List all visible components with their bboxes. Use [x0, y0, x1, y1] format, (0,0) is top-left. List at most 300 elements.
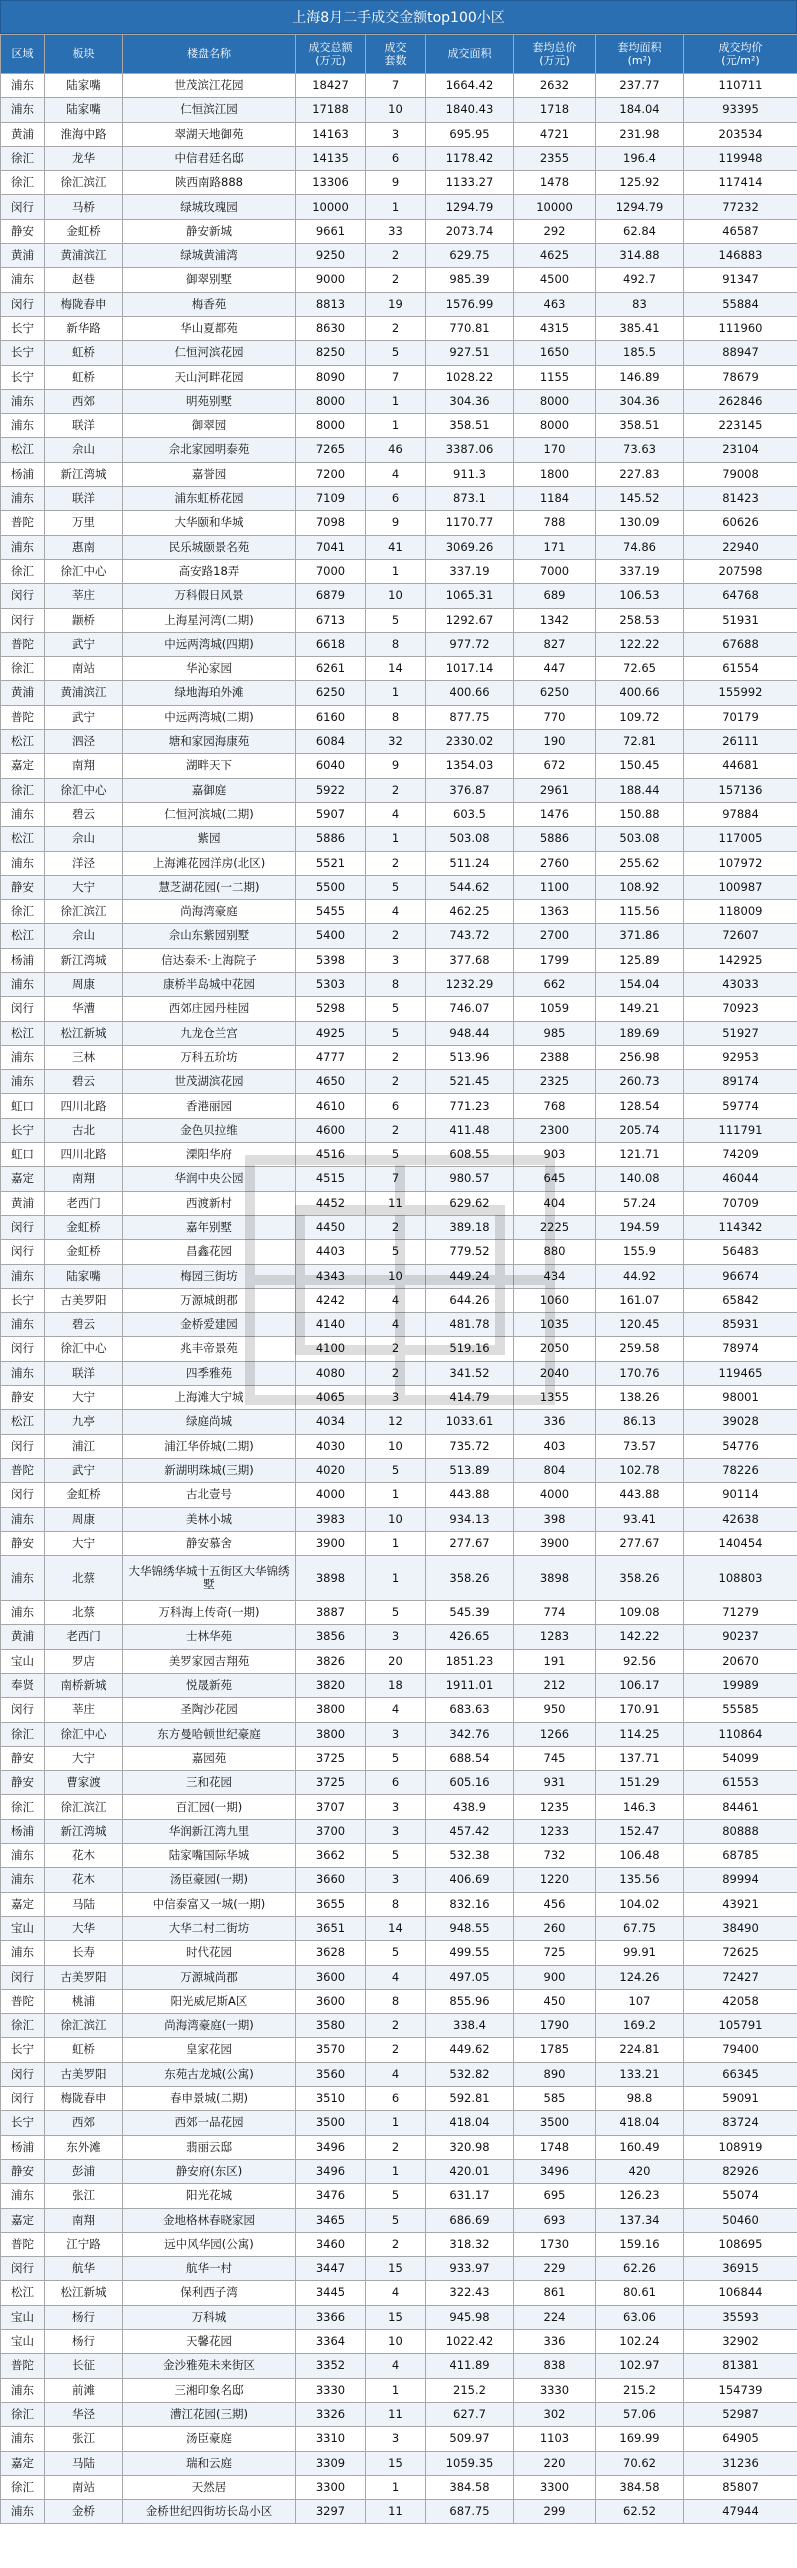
cell-avg-unit-price: 52987	[684, 2402, 797, 2426]
cell-units: 2	[366, 268, 426, 292]
cell-total-amount: 3297	[296, 2500, 366, 2524]
cell-units: 2	[366, 1045, 426, 1069]
cell-project-name: 金地格林春晓家园	[123, 2208, 296, 2232]
cell-total-amount: 5455	[296, 900, 366, 924]
cell-avg-area: 98.8	[596, 2087, 684, 2111]
cell-area: 687.75	[426, 2500, 514, 2524]
cell-avg-unit-price: 110711	[684, 74, 797, 98]
cell-total-amount: 10000	[296, 195, 366, 219]
cell-units: 2	[366, 244, 426, 268]
table-row	[1, 827, 797, 851]
cell-district: 闵行	[1, 1698, 45, 1722]
cell-avg-total-price: 804	[514, 1458, 596, 1482]
cell-avg-area: 160.49	[596, 2135, 684, 2159]
table-row	[1, 438, 797, 462]
cell-block: 大宁	[45, 1386, 123, 1410]
cell-block: 古美罗阳	[45, 1288, 123, 1312]
cell-units: 5	[366, 2184, 426, 2208]
table-row	[1, 875, 797, 899]
cell-project-name: 康桥半岛城中花园	[123, 972, 296, 996]
cell-units: 5	[366, 2208, 426, 2232]
table-row	[1, 2378, 797, 2402]
cell-block: 金虹桥	[45, 219, 123, 243]
cell-avg-total-price: 403	[514, 1434, 596, 1458]
cell-block: 金虹桥	[45, 1240, 123, 1264]
cell-avg-total-price: 2225	[514, 1215, 596, 1239]
cell-district: 浦东	[1, 1045, 45, 1069]
cell-block: 万里	[45, 511, 123, 535]
cell-block: 大宁	[45, 1531, 123, 1555]
cell-total-amount: 3300	[296, 2475, 366, 2499]
cell-avg-area: 73.63	[596, 438, 684, 462]
table-row	[1, 1118, 797, 1142]
cell-district: 宝山	[1, 1649, 45, 1673]
cell-district: 徐汇	[1, 2402, 45, 2426]
cell-total-amount: 3826	[296, 1649, 366, 1673]
cell-avg-total-price: 171	[514, 535, 596, 559]
cell-district: 徐汇	[1, 657, 45, 681]
cell-avg-total-price: 3500	[514, 2111, 596, 2135]
cell-total-amount: 18427	[296, 74, 366, 98]
cell-units: 4	[366, 1698, 426, 1722]
cell-units: 8	[366, 972, 426, 996]
cell-total-amount: 7200	[296, 462, 366, 486]
cell-avg-total-price: 3898	[514, 1556, 596, 1601]
cell-district: 浦东	[1, 98, 45, 122]
cell-total-amount: 6713	[296, 608, 366, 632]
table-row	[1, 1771, 797, 1795]
cell-avg-total-price: 1478	[514, 171, 596, 195]
cell-area: 948.55	[426, 1916, 514, 1940]
cell-total-amount: 3820	[296, 1674, 366, 1698]
cell-project-name: 华润新江湾九里	[123, 1819, 296, 1843]
cell-units: 4	[366, 900, 426, 924]
cell-total-amount: 4610	[296, 1094, 366, 1118]
cell-area: 481.78	[426, 1313, 514, 1337]
cell-project-name: 绿城黄浦湾	[123, 244, 296, 268]
cell-avg-unit-price: 80888	[684, 1819, 797, 1843]
cell-avg-unit-price: 90237	[684, 1625, 797, 1649]
cell-avg-area: 1294.79	[596, 195, 684, 219]
cell-block: 杨行	[45, 2330, 123, 2354]
table-row	[1, 1844, 797, 1868]
cell-block: 新江湾城	[45, 462, 123, 486]
cell-total-amount: 3445	[296, 2281, 366, 2305]
cell-project-name: 御翠别墅	[123, 268, 296, 292]
cell-avg-area: 57.24	[596, 1191, 684, 1215]
cell-project-name: 中远两湾城(四期)	[123, 632, 296, 656]
cell-area: 544.62	[426, 875, 514, 899]
cell-avg-unit-price: 51927	[684, 1021, 797, 1045]
cell-project-name: 上海星河湾(二期)	[123, 608, 296, 632]
cell-project-name: 上海滩花园洋房(北区)	[123, 851, 296, 875]
cell-block: 金虹桥	[45, 1483, 123, 1507]
cell-avg-area: 385.41	[596, 316, 684, 340]
cell-avg-area: 337.19	[596, 559, 684, 583]
cell-district: 静安	[1, 1386, 45, 1410]
cell-avg-unit-price: 70179	[684, 705, 797, 729]
cell-project-name: 金沙雅苑未来街区	[123, 2354, 296, 2378]
cell-project-name: 世茂湖滨花园	[123, 1070, 296, 1094]
cell-block: 佘山	[45, 438, 123, 462]
cell-district: 虹口	[1, 1094, 45, 1118]
cell-avg-unit-price: 78679	[684, 365, 797, 389]
cell-district: 静安	[1, 2159, 45, 2183]
cell-project-name: 美林小城	[123, 1507, 296, 1531]
cell-total-amount: 3510	[296, 2087, 366, 2111]
cell-total-amount: 9250	[296, 244, 366, 268]
cell-area: 1576.99	[426, 292, 514, 316]
cell-block: 佘山	[45, 827, 123, 851]
cell-area: 215.2	[426, 2378, 514, 2402]
cell-avg-area: 145.52	[596, 487, 684, 511]
cell-block: 南站	[45, 657, 123, 681]
cell-avg-area: 150.88	[596, 802, 684, 826]
cell-avg-area: 258.53	[596, 608, 684, 632]
cell-project-name: 瑞和云庭	[123, 2451, 296, 2475]
cell-avg-area: 99.91	[596, 1941, 684, 1965]
cell-area: 414.79	[426, 1386, 514, 1410]
cell-total-amount: 4100	[296, 1337, 366, 1361]
table-row	[1, 997, 797, 1021]
cell-area: 927.51	[426, 341, 514, 365]
cell-avg-area: 159.16	[596, 2232, 684, 2256]
cell-project-name: 绿城玫瑰园	[123, 195, 296, 219]
cell-units: 5	[366, 1240, 426, 1264]
cell-area: 631.17	[426, 2184, 514, 2208]
cell-project-name: 士林华苑	[123, 1625, 296, 1649]
cell-units: 10	[366, 1264, 426, 1288]
cell-avg-unit-price: 89174	[684, 1070, 797, 1094]
cell-avg-area: 107	[596, 1989, 684, 2013]
cell-units: 4	[366, 1965, 426, 1989]
cell-avg-area: 67.75	[596, 1916, 684, 1940]
cell-area: 438.9	[426, 1795, 514, 1819]
cell-district: 闵行	[1, 997, 45, 1021]
cell-area: 513.96	[426, 1045, 514, 1069]
cell-units: 6	[366, 487, 426, 511]
cell-avg-area: 63.06	[596, 2305, 684, 2329]
cell-district: 静安	[1, 1746, 45, 1770]
table-row	[1, 1021, 797, 1045]
cell-block: 张江	[45, 2427, 123, 2451]
cell-project-name: 大华颐和华城	[123, 511, 296, 535]
cell-avg-total-price: 2760	[514, 851, 596, 875]
cell-avg-total-price: 861	[514, 2281, 596, 2305]
cell-total-amount: 3309	[296, 2451, 366, 2475]
cell-project-name: 天山河畔花园	[123, 365, 296, 389]
cell-area: 877.75	[426, 705, 514, 729]
cell-district: 长宁	[1, 1288, 45, 1312]
cell-block: 北蔡	[45, 1601, 123, 1625]
cell-total-amount: 5886	[296, 827, 366, 851]
cell-district: 普陀	[1, 1989, 45, 2013]
table-row	[1, 1795, 797, 1819]
cell-block: 四川北路	[45, 1143, 123, 1167]
cell-avg-total-price: 1800	[514, 462, 596, 486]
cell-block: 四川北路	[45, 1094, 123, 1118]
cell-avg-area: 122.22	[596, 632, 684, 656]
cell-units: 6	[366, 1094, 426, 1118]
cell-units: 3	[366, 1819, 426, 1843]
table-row	[1, 389, 797, 413]
cell-project-name: 金色贝拉维	[123, 1118, 296, 1142]
cell-avg-total-price: 302	[514, 2402, 596, 2426]
cell-avg-total-price: 1650	[514, 341, 596, 365]
cell-avg-total-price: 774	[514, 1601, 596, 1625]
cell-block: 华泾	[45, 2402, 123, 2426]
cell-avg-total-price: 725	[514, 1941, 596, 1965]
table-row	[1, 1722, 797, 1746]
cell-avg-area: 150.45	[596, 754, 684, 778]
cell-project-name: 大华二村二街坊	[123, 1916, 296, 1940]
cell-district: 浦东	[1, 1070, 45, 1094]
cell-project-name: 保利西子湾	[123, 2281, 296, 2305]
cell-district: 闵行	[1, 2257, 45, 2281]
cell-avg-unit-price: 71279	[684, 1601, 797, 1625]
cell-units: 15	[366, 2305, 426, 2329]
cell-project-name: 慧芝湖花园(一二期)	[123, 875, 296, 899]
cell-district: 浦东	[1, 2184, 45, 2208]
cell-project-name: 佘山东紫园别墅	[123, 924, 296, 948]
cell-block: 古北	[45, 1118, 123, 1142]
cell-units: 11	[366, 1191, 426, 1215]
cell-district: 浦东	[1, 268, 45, 292]
cell-district: 宝山	[1, 2305, 45, 2329]
cell-avg-unit-price: 55585	[684, 1698, 797, 1722]
cell-area: 304.36	[426, 389, 514, 413]
cell-units: 9	[366, 171, 426, 195]
cell-units: 1	[366, 2111, 426, 2135]
cell-units: 2	[366, 851, 426, 875]
table-row	[1, 972, 797, 996]
cell-area: 855.96	[426, 1989, 514, 2013]
cell-area: 420.01	[426, 2159, 514, 2183]
cell-project-name: 华山夏都苑	[123, 316, 296, 340]
cell-project-name: 悦晟新苑	[123, 1674, 296, 1698]
table-body	[1, 74, 797, 2524]
cell-units: 32	[366, 730, 426, 754]
cell-avg-area: 237.77	[596, 74, 684, 98]
cell-avg-area: 114.25	[596, 1722, 684, 1746]
cell-avg-total-price: 212	[514, 1674, 596, 1698]
cell-avg-area: 420	[596, 2159, 684, 2183]
cell-avg-area: 128.54	[596, 1094, 684, 1118]
cell-avg-unit-price: 119948	[684, 146, 797, 170]
cell-district: 杨浦	[1, 1819, 45, 1843]
cell-project-name: 天然居	[123, 2475, 296, 2499]
cell-avg-unit-price: 84461	[684, 1795, 797, 1819]
cell-avg-total-price: 672	[514, 754, 596, 778]
cell-area: 497.05	[426, 1965, 514, 1989]
cell-district: 浦东	[1, 1868, 45, 1892]
cell-avg-unit-price: 111960	[684, 316, 797, 340]
cell-avg-total-price: 450	[514, 1989, 596, 2013]
cell-avg-total-price: 1266	[514, 1722, 596, 1746]
cell-project-name: 中信君廷名邸	[123, 146, 296, 170]
cell-avg-unit-price: 39028	[684, 1410, 797, 1434]
cell-total-amount: 6160	[296, 705, 366, 729]
cell-avg-area: 314.88	[596, 244, 684, 268]
cell-avg-area: 384.58	[596, 2475, 684, 2499]
cell-avg-area: 126.23	[596, 2184, 684, 2208]
cell-total-amount: 3655	[296, 1892, 366, 1916]
cell-avg-total-price: 1060	[514, 1288, 596, 1312]
cell-block: 罗店	[45, 1649, 123, 1673]
cell-block: 梅陇春申	[45, 2087, 123, 2111]
cell-district: 松江	[1, 730, 45, 754]
table-row	[1, 1143, 797, 1167]
cell-avg-area: 133.21	[596, 2062, 684, 2086]
cell-avg-area: 503.08	[596, 827, 684, 851]
cell-total-amount: 8630	[296, 316, 366, 340]
cell-avg-unit-price: 42058	[684, 1989, 797, 2013]
cell-total-amount: 6084	[296, 730, 366, 754]
cell-avg-total-price: 220	[514, 2451, 596, 2475]
cell-avg-total-price: 224	[514, 2305, 596, 2329]
cell-district: 浦东	[1, 802, 45, 826]
cell-total-amount: 6879	[296, 584, 366, 608]
cell-area: 644.26	[426, 1288, 514, 1312]
cell-project-name: 梅园三街坊	[123, 1264, 296, 1288]
cell-avg-unit-price: 61554	[684, 657, 797, 681]
cell-block: 马陆	[45, 1892, 123, 1916]
cell-avg-total-price: 6250	[514, 681, 596, 705]
cell-avg-total-price: 2040	[514, 1361, 596, 1385]
cell-avg-total-price: 1730	[514, 2232, 596, 2256]
cell-total-amount: 3600	[296, 1989, 366, 2013]
cell-block: 碧云	[45, 1070, 123, 1094]
cell-units: 2	[366, 1215, 426, 1239]
cell-total-amount: 3725	[296, 1771, 366, 1795]
cell-avg-total-price: 900	[514, 1965, 596, 1989]
cell-units: 8	[366, 632, 426, 656]
cell-total-amount: 5298	[296, 997, 366, 1021]
cell-total-amount: 4080	[296, 1361, 366, 1385]
cell-units: 46	[366, 438, 426, 462]
table-row	[1, 924, 797, 948]
cell-block: 马陆	[45, 2451, 123, 2475]
header-district: 区域	[1, 35, 45, 74]
cell-project-name: 西渡新村	[123, 1191, 296, 1215]
cell-avg-unit-price: 79008	[684, 462, 797, 486]
cell-total-amount: 5521	[296, 851, 366, 875]
cell-avg-unit-price: 42638	[684, 1507, 797, 1531]
cell-area: 911.3	[426, 462, 514, 486]
cell-avg-total-price: 336	[514, 2330, 596, 2354]
cell-avg-unit-price: 108695	[684, 2232, 797, 2256]
cell-units: 33	[366, 219, 426, 243]
cell-avg-unit-price: 20670	[684, 1649, 797, 1673]
cell-project-name: 百汇园(一期)	[123, 1795, 296, 1819]
cell-area: 2330.02	[426, 730, 514, 754]
cell-total-amount: 3570	[296, 2038, 366, 2062]
cell-total-amount: 8250	[296, 341, 366, 365]
table-row	[1, 2500, 797, 2524]
top100-table	[0, 34, 797, 2524]
cell-total-amount: 8000	[296, 389, 366, 413]
cell-units: 1	[366, 2475, 426, 2499]
cell-units: 5	[366, 1021, 426, 1045]
cell-total-amount: 3800	[296, 1698, 366, 1722]
cell-total-amount: 7109	[296, 487, 366, 511]
cell-avg-area: 83	[596, 292, 684, 316]
cell-avg-unit-price: 54099	[684, 1746, 797, 1770]
cell-area: 521.45	[426, 1070, 514, 1094]
cell-area: 1664.42	[426, 74, 514, 98]
table-row	[1, 632, 797, 656]
cell-area: 1059.35	[426, 2451, 514, 2475]
cell-project-name: 翡丽云邸	[123, 2135, 296, 2159]
cell-units: 4	[366, 802, 426, 826]
cell-district: 浦东	[1, 972, 45, 996]
cell-block: 徐汇滨江	[45, 1795, 123, 1819]
cell-units: 1	[366, 559, 426, 583]
cell-block: 联洋	[45, 1361, 123, 1385]
cell-total-amount: 8000	[296, 414, 366, 438]
table-row	[1, 1556, 797, 1601]
cell-units: 4	[366, 462, 426, 486]
cell-units: 8	[366, 1892, 426, 1916]
cell-units: 6	[366, 2087, 426, 2111]
cell-units: 41	[366, 535, 426, 559]
cell-block: 陆家嘴	[45, 1264, 123, 1288]
cell-project-name: 绿庭尚城	[123, 1410, 296, 1434]
cell-block: 陆家嘴	[45, 74, 123, 98]
cell-units: 11	[366, 2500, 426, 2524]
cell-avg-unit-price: 77232	[684, 195, 797, 219]
table-row	[1, 730, 797, 754]
cell-total-amount: 3580	[296, 2014, 366, 2038]
cell-district: 普陀	[1, 2354, 45, 2378]
cell-project-name: 四季雅苑	[123, 1361, 296, 1385]
header-total-amount: 成交总额 (万元)	[296, 35, 366, 74]
cell-units: 15	[366, 2257, 426, 2281]
cell-block: 西郊	[45, 2111, 123, 2135]
cell-block: 武宁	[45, 705, 123, 729]
cell-avg-unit-price: 97884	[684, 802, 797, 826]
table-title: 上海8月二手成交金额top100小区	[0, 0, 797, 34]
cell-avg-unit-price: 68785	[684, 1844, 797, 1868]
cell-avg-area: 371.86	[596, 924, 684, 948]
header-project-name: 楼盘名称	[123, 35, 296, 74]
cell-avg-area: 108.92	[596, 875, 684, 899]
cell-block: 南站	[45, 2475, 123, 2499]
cell-avg-unit-price: 105791	[684, 2014, 797, 2038]
cell-area: 418.04	[426, 2111, 514, 2135]
cell-district: 闵行	[1, 1337, 45, 1361]
cell-avg-total-price: 2632	[514, 74, 596, 98]
cell-area: 592.81	[426, 2087, 514, 2111]
cell-avg-area: 169.99	[596, 2427, 684, 2451]
cell-total-amount: 9000	[296, 268, 366, 292]
cell-block: 徐汇中心	[45, 1722, 123, 1746]
cell-block: 新江湾城	[45, 1819, 123, 1843]
cell-units: 5	[366, 341, 426, 365]
cell-avg-area: 80.61	[596, 2281, 684, 2305]
cell-total-amount: 3447	[296, 2257, 366, 2281]
cell-avg-area: 260.73	[596, 1070, 684, 1094]
cell-avg-total-price: 662	[514, 972, 596, 996]
cell-project-name: 兆丰帝景苑	[123, 1337, 296, 1361]
cell-avg-area: 62.84	[596, 219, 684, 243]
table-row	[1, 171, 797, 195]
cell-project-name: 阳光威尼斯A区	[123, 1989, 296, 2013]
cell-units: 9	[366, 754, 426, 778]
cell-district: 徐汇	[1, 778, 45, 802]
cell-district: 浦东	[1, 74, 45, 98]
cell-avg-unit-price: 117005	[684, 827, 797, 851]
